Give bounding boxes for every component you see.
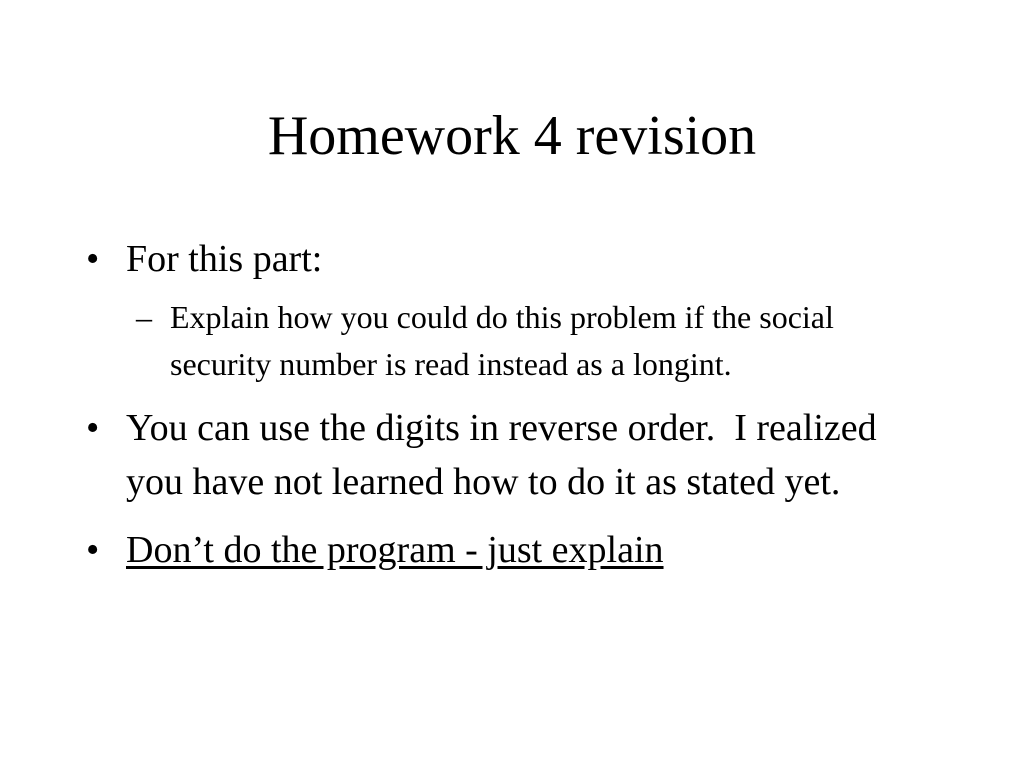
sub-bullet-item-1 bbox=[86, 294, 916, 388]
slide-body bbox=[86, 232, 916, 577]
bullet-text: For this part: bbox=[126, 238, 323, 280]
bullet-item-1 bbox=[86, 232, 916, 286]
sub-bullet-marker: – bbox=[136, 299, 152, 335]
bullet-item-3 bbox=[86, 523, 916, 577]
slide-title: Homework 4 revision bbox=[267, 105, 757, 167]
sub-bullet-text: Explain how you could do this problem if the social security number is read instead as a longint. bbox=[170, 299, 834, 382]
bullet-text-underlined: Don’t do the program - just explain bbox=[126, 529, 664, 571]
bullet-text: You can use the digits in reverse order. I realized you have not learned how to do it as stated yet. bbox=[126, 407, 887, 503]
bullet-marker: • bbox=[86, 238, 100, 280]
bullet-marker: • bbox=[86, 407, 100, 449]
bullet-item-2 bbox=[86, 401, 916, 509]
bullet-marker: • bbox=[86, 529, 100, 571]
